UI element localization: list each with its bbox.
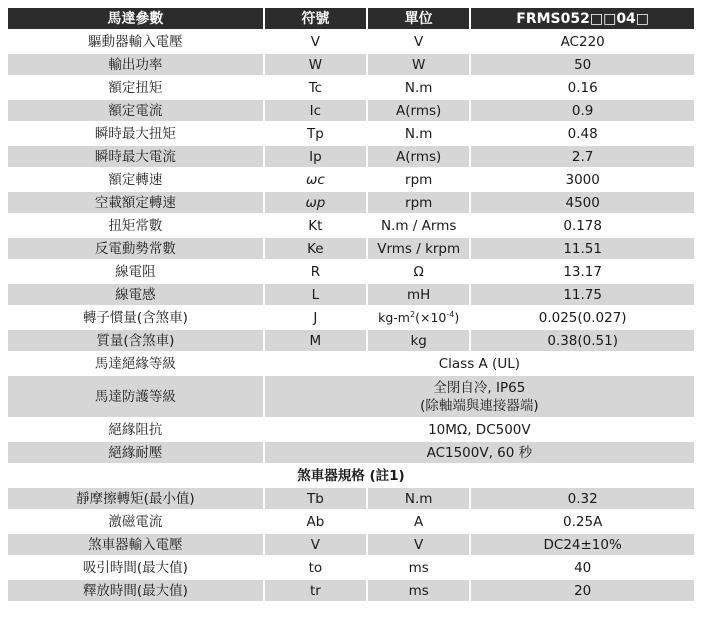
- param-cell: 激磁電流: [8, 511, 263, 532]
- unit-cell: V: [368, 534, 469, 555]
- param-cell: 煞車器輸入電壓: [8, 534, 263, 555]
- value-cell: 0.32: [471, 488, 694, 509]
- header-symbol: 符號: [265, 8, 366, 29]
- param-cell: 馬達防護等級: [8, 376, 263, 417]
- value-line-1: 全閉自冷, IP65: [433, 379, 526, 396]
- symbol-cell: W: [265, 54, 366, 75]
- header-model: FRMS052□□04□: [471, 8, 694, 29]
- unit-cell: V: [368, 31, 469, 52]
- table-row: [8, 261, 694, 282]
- unit-sup-exponent: -4: [446, 309, 455, 319]
- param-cell: 吸引時間(最大值): [8, 557, 263, 578]
- unit-cell: N.m: [368, 123, 469, 144]
- symbol-cell: Ip: [265, 146, 366, 167]
- param-cell: 輸出功率: [8, 54, 263, 75]
- unit-cell: Ω: [368, 261, 469, 282]
- symbol-cell: ωp: [265, 192, 366, 213]
- symbol-cell: Tc: [265, 77, 366, 98]
- table-row: [8, 307, 694, 328]
- unit-cell: A: [368, 511, 469, 532]
- value-cell: 0.16: [471, 77, 694, 98]
- header-row: [8, 8, 694, 29]
- value-cell: DC24±10%: [471, 534, 694, 555]
- value-cell: 40: [471, 557, 694, 578]
- header-param: 馬達參數: [8, 8, 263, 29]
- param-cell: 轉子慣量(含煞車): [8, 307, 263, 328]
- table-row: [8, 419, 694, 440]
- symbol-cell: R: [265, 261, 366, 282]
- motor-spec-table: [6, 6, 696, 603]
- unit-cell: N.m: [368, 488, 469, 509]
- param-cell: 瞬時最大電流: [8, 146, 263, 167]
- table-row: [8, 77, 694, 98]
- param-cell: 線電阻: [8, 261, 263, 282]
- value-cell: 4500: [471, 192, 694, 213]
- table-row: [8, 215, 694, 236]
- symbol-cell: ωc: [265, 169, 366, 190]
- value-cell: 13.17: [471, 261, 694, 282]
- param-cell: 釋放時間(最大值): [8, 580, 263, 601]
- value-cell: 50: [471, 54, 694, 75]
- param-cell: 線電感: [8, 284, 263, 305]
- value-cell: 0.9: [471, 100, 694, 121]
- param-cell: 反電動勢常數: [8, 238, 263, 259]
- unit-cell: Vrms / krpm: [368, 238, 469, 259]
- table-row: [8, 557, 694, 578]
- value-cell: 0.25A: [471, 511, 694, 532]
- merged-value-cell: [265, 376, 694, 417]
- symbol-cell: V: [265, 31, 366, 52]
- table-row: [8, 353, 694, 374]
- symbol-cell: to: [265, 557, 366, 578]
- value-cell: 0.48: [471, 123, 694, 144]
- value-cell: 0.025(0.027): [471, 307, 694, 328]
- table-row: [8, 238, 694, 259]
- table-row: [8, 146, 694, 167]
- unit-cell: N.m: [368, 77, 469, 98]
- param-cell: 絕緣耐壓: [8, 442, 263, 463]
- param-cell: 額定扭矩: [8, 77, 263, 98]
- param-cell: 靜摩擦轉矩(最小值): [8, 488, 263, 509]
- value-cell: 2.7: [471, 146, 694, 167]
- unit-cell: A(rms): [368, 100, 469, 121]
- table-row: [8, 442, 694, 463]
- unit-cell: kg: [368, 330, 469, 351]
- table-row: [8, 488, 694, 509]
- unit-cell: A(rms): [368, 146, 469, 167]
- table-row: [8, 511, 694, 532]
- param-cell: 絕緣阻抗: [8, 419, 263, 440]
- value-cell: 0.38(0.51): [471, 330, 694, 351]
- value-cell: 3000: [471, 169, 694, 190]
- symbol-cell: L: [265, 284, 366, 305]
- param-cell: 瞬時最大扭矩: [8, 123, 263, 144]
- symbol-cell: Tb: [265, 488, 366, 509]
- table-row: [8, 376, 694, 417]
- symbol-cell: V: [265, 534, 366, 555]
- symbol-cell: Ic: [265, 100, 366, 121]
- param-cell: 馬達絕緣等級: [8, 353, 263, 374]
- unit-cell: N.m / Arms: [368, 215, 469, 236]
- unit-cell: mH: [368, 284, 469, 305]
- param-cell: 質量(含煞車): [8, 330, 263, 351]
- table-row: [8, 534, 694, 555]
- unit-sup-squared: 2: [410, 309, 416, 319]
- unit-mid: (×10: [415, 309, 447, 325]
- symbol-cell: J: [265, 307, 366, 328]
- table-row: [8, 169, 694, 190]
- table-row: [8, 31, 694, 52]
- param-cell: 額定電流: [8, 100, 263, 121]
- symbol-cell: M: [265, 330, 366, 351]
- unit-cell: W: [368, 54, 469, 75]
- unit-cell: ms: [368, 557, 469, 578]
- param-cell: 扭矩常數: [8, 215, 263, 236]
- unit-main: kg-m: [378, 309, 410, 325]
- brake-section-title: 煞車器規格 (註1): [8, 465, 694, 486]
- table-row: [8, 100, 694, 121]
- value-cell: 0.178: [471, 215, 694, 236]
- value-cell: AC220: [471, 31, 694, 52]
- symbol-cell: Tp: [265, 123, 366, 144]
- unit-cell: rpm: [368, 169, 469, 190]
- value-line-2: (除軸端與連接器端): [420, 397, 539, 414]
- value-cell: 11.51: [471, 238, 694, 259]
- symbol-cell: tr: [265, 580, 366, 601]
- unit-cell: [368, 307, 469, 328]
- merged-value-cell: 10MΩ, DC500V: [265, 419, 694, 440]
- merged-value-cell: Class A (UL): [265, 353, 694, 374]
- symbol-cell: Ab: [265, 511, 366, 532]
- unit-end: ): [454, 309, 460, 325]
- header-unit: 單位: [368, 8, 469, 29]
- merged-value-cell: AC1500V, 60 秒: [265, 442, 694, 463]
- section-title-row: [8, 465, 694, 486]
- value-cell: 20: [471, 580, 694, 601]
- table-row: [8, 330, 694, 351]
- unit-cell: rpm: [368, 192, 469, 213]
- symbol-cell: Ke: [265, 238, 366, 259]
- symbol-cell: Kt: [265, 215, 366, 236]
- table-row: [8, 192, 694, 213]
- table-row: [8, 284, 694, 305]
- value-cell: 11.75: [471, 284, 694, 305]
- unit-cell: ms: [368, 580, 469, 601]
- table-row: [8, 54, 694, 75]
- table-row: [8, 580, 694, 601]
- param-cell: 驅動器輸入電壓: [8, 31, 263, 52]
- table-row: [8, 123, 694, 144]
- param-cell: 額定轉速: [8, 169, 263, 190]
- param-cell: 空載額定轉速: [8, 192, 263, 213]
